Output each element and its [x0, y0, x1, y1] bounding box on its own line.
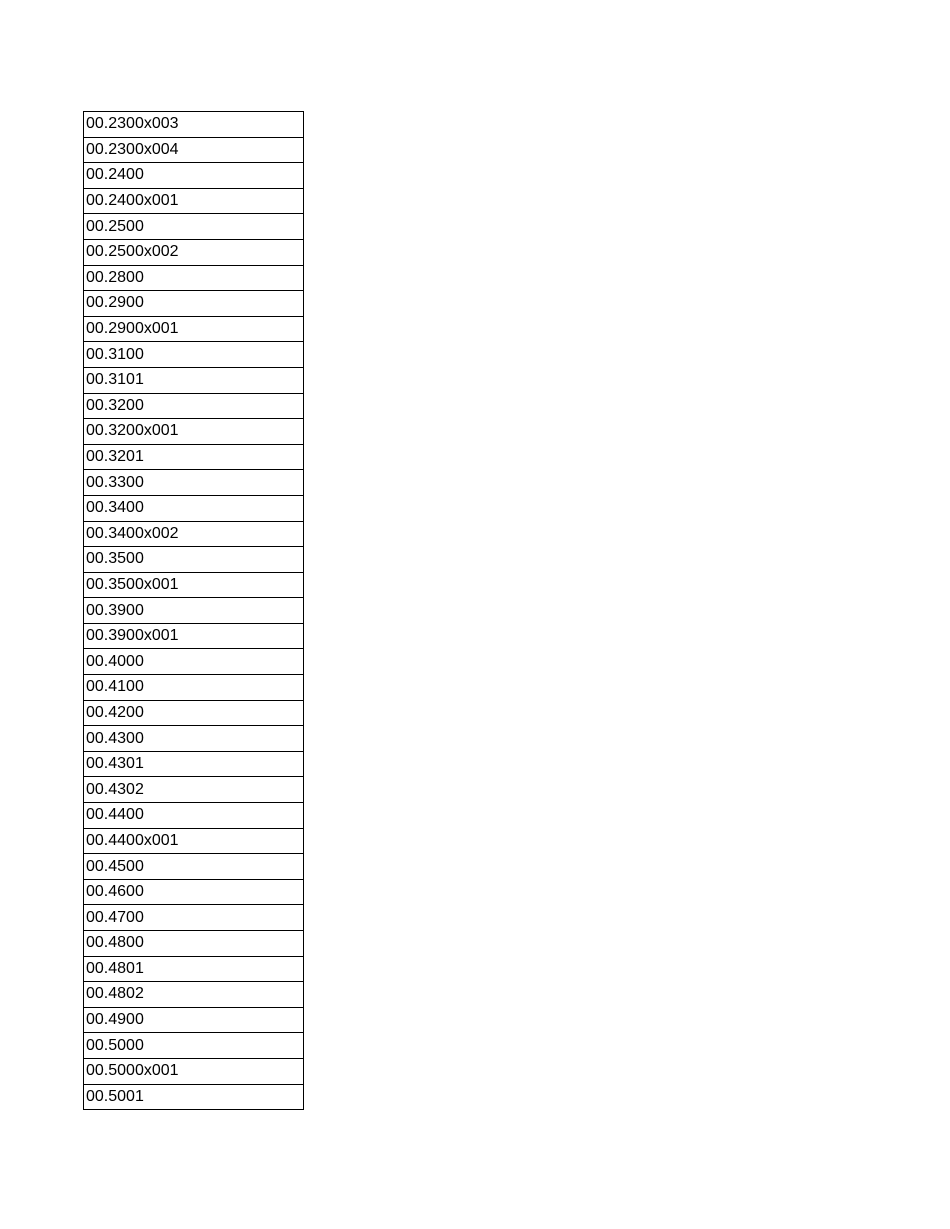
table-cell: 00.3100 [84, 342, 304, 368]
table-row [84, 623, 304, 649]
table-row [84, 265, 304, 291]
table-row [84, 137, 304, 163]
table-cell: 00.4100 [84, 675, 304, 701]
table-row [84, 1084, 304, 1110]
table-cell: 00.2300x003 [84, 112, 304, 138]
table-row [84, 444, 304, 470]
table-row [84, 495, 304, 521]
table-cell: 00.3300 [84, 470, 304, 496]
table-cell: 00.3400 [84, 495, 304, 521]
table-cell: 00.4302 [84, 777, 304, 803]
code-table-body [84, 112, 304, 1110]
table-row [84, 214, 304, 240]
table-row [84, 316, 304, 342]
table-row [84, 700, 304, 726]
table-row [84, 982, 304, 1008]
table-row [84, 726, 304, 752]
table-row [84, 803, 304, 829]
table-row [84, 649, 304, 675]
table-row [84, 675, 304, 701]
table-cell: 00.4500 [84, 854, 304, 880]
table-cell: 00.5000x001 [84, 1058, 304, 1084]
table-cell: 00.2800 [84, 265, 304, 291]
table-cell: 00.5000 [84, 1033, 304, 1059]
table-row [84, 572, 304, 598]
table-cell: 00.4600 [84, 879, 304, 905]
table-row [84, 470, 304, 496]
table-cell: 00.4000 [84, 649, 304, 675]
table-cell: 00.4800 [84, 931, 304, 957]
table-cell: 00.4700 [84, 905, 304, 931]
table-row [84, 393, 304, 419]
table-row [84, 521, 304, 547]
table-cell: 00.3201 [84, 444, 304, 470]
code-table [83, 111, 304, 1110]
table-cell: 00.3200 [84, 393, 304, 419]
table-cell: 00.2400x001 [84, 188, 304, 214]
table-cell: 00.2500 [84, 214, 304, 240]
table-cell: 00.2900 [84, 291, 304, 317]
table-row [84, 419, 304, 445]
table-row [84, 342, 304, 368]
table-cell: 00.2900x001 [84, 316, 304, 342]
table-row [84, 112, 304, 138]
table-row [84, 1058, 304, 1084]
table-row [84, 547, 304, 573]
table-cell: 00.3900x001 [84, 623, 304, 649]
table-cell: 00.2400 [84, 163, 304, 189]
table-row [84, 854, 304, 880]
table-row [84, 188, 304, 214]
table-row [84, 879, 304, 905]
table-row [84, 905, 304, 931]
table-cell: 00.3500 [84, 547, 304, 573]
table-cell: 00.4301 [84, 751, 304, 777]
table-row [84, 291, 304, 317]
table-row [84, 1033, 304, 1059]
table-cell: 00.3101 [84, 367, 304, 393]
table-row [84, 751, 304, 777]
table-cell: 00.4300 [84, 726, 304, 752]
table-cell: 00.3200x001 [84, 419, 304, 445]
table-cell: 00.3400x002 [84, 521, 304, 547]
table-row [84, 598, 304, 624]
table-row [84, 1007, 304, 1033]
table-cell: 00.4200 [84, 700, 304, 726]
table-cell: 00.4802 [84, 982, 304, 1008]
table-row [84, 777, 304, 803]
table-cell: 00.4900 [84, 1007, 304, 1033]
table-cell: 00.4801 [84, 956, 304, 982]
table-cell: 00.4400 [84, 803, 304, 829]
table-cell: 00.3900 [84, 598, 304, 624]
table-cell: 00.3500x001 [84, 572, 304, 598]
table-row [84, 828, 304, 854]
table-cell: 00.4400x001 [84, 828, 304, 854]
table-row [84, 239, 304, 265]
table-cell: 00.5001 [84, 1084, 304, 1110]
table-cell: 00.2500x002 [84, 239, 304, 265]
table-row [84, 367, 304, 393]
table-row [84, 163, 304, 189]
table-cell: 00.2300x004 [84, 137, 304, 163]
table-row [84, 931, 304, 957]
table-row [84, 956, 304, 982]
